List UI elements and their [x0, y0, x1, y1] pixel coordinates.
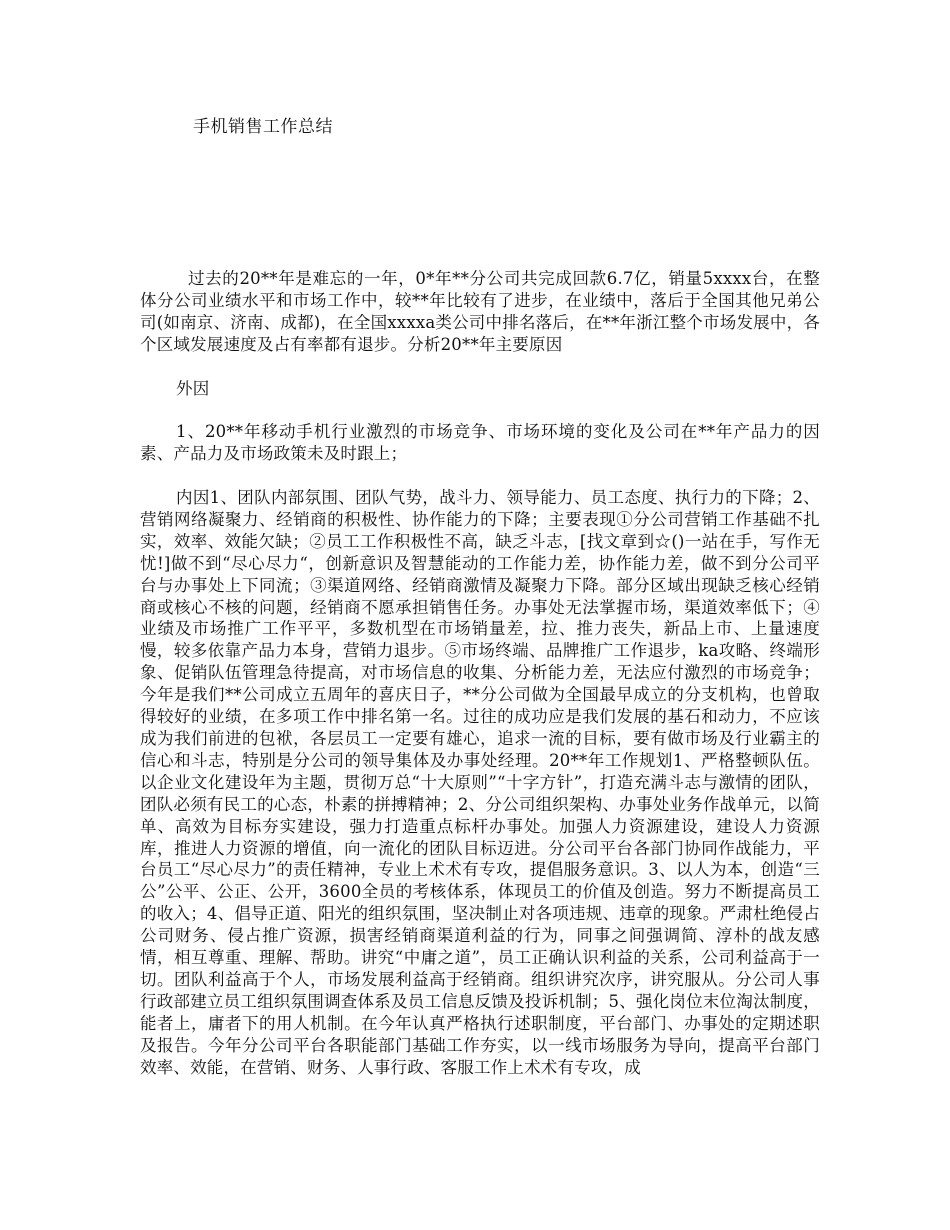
paragraph-spacer: [140, 399, 820, 421]
document-body: [140, 268, 820, 1078]
paragraph-summary: 过去的20**年是难忘的一年，0*年**分公司共完成回款6.7亿，销量5xxxx台，在整体分公司业绩水平和市场工作中，较**年比较有了进步，在业绩中，落后于全国其他兄弟公司(如南京、济南、成都)，在全国xxxxa类公司中排名落后，在**年浙江整个市场发展中，各个区域发展速度及占有率都有退步。分析20**年主要原因: [140, 269, 820, 354]
paragraph-external-factors: 1、20**年移动手机行业激烈的市场竞争、市场环境的变化及公司在**年产品力的因素、产品力及市场政策未及时跟上；: [140, 422, 820, 464]
paragraph-internal-factors-and-plan: 内因1、团队内部氛围、团队气势，战斗力、领导能力、员工态度、执行力的下降；2、营销网络凝聚力、经销商的积极性、协作能力的下降；主要表现①分公司营销工作基础不扎实，效率、效能欠缺；②员工工作积极性不高，缺乏斗志，[找文章到☆()一站在手，写作无忧!]做不到“尽心尽力“，创新意识及智慧能动的工作能力差，协作能力差，做不到分公司平台与办事处上下同流；③渠道网络、经销商激情及凝聚力下降。部分区域出现缺乏核心经销商或核心不核的问题，经销商不愿承担销售任务。办事处无法掌握市场，渠道效率低下；④业绩及市场推广工作平平，多数机型在市场销量差，拉、推力丧失，新品上市、上量速度慢，较多依靠产品力本身，营销力退步。⑤市场终端、品牌推广工作退步，ka攻略、终端形象、促销队伍管理急待提高，对市场信息的收集、分析能力差，无法应付激烈的市场竞争；今年是我们**公司成立五周年的喜庆日子，**分公司做为全国最早成立的分支机构，也曾取得较好的业绩，在多项工作中排名第一名。过往的成功应是我们发展的基石和动力，不应该成为我们前进的包袱，各层员工一定要有雄心，追求一流的目标，要有做市场及行业霸主的信心和斗志，特别是分公司的领导集体及办事处经理。20**年工作规划1、严格整顿队伍。以企业文化建设年为主题，贯彻万总“十大原则”“十字方针”，打造充满斗志与激情的团队，团队必须有民工的心态，朴素的拼搏精神；2、分公司组织架构、办事处业务作战单元，以简单、高效为目标夯实建设，强力打造重点标杆办事处。加强人力资源建设，建设人力资源库，推进人力资源的增值，向一流化的团队目标迈进。分公司平台各部门协同作战能力，平台员工“尽心尽力”的责任精神，专业上术术有专攻，提倡服务意识。3、以人为本，创造“三公”公平、公正、公开，3600全员的考核体系，体现员工的价值及创造。努力不断提高员工的收入；4、倡导正道、阳光的组织氛围，坚决制止对各项违规、违章的现象。严肃杜绝侵占公司财务、侵占推广资源，损害经销商渠道利益的行为，同事之间强调简、淳朴的战友感情，相互尊重、理解、帮助。讲究“中庸之道”，员工正确认识利益的关系，公司利益高于一切。团队利益高于个人，市场发展利益高于经销商。组织讲究次序，讲究服从。分公司人事行政部建立员工组织氛围调查体系及员工信息反馈及投诉机制；5、强化岗位末位淘汰制度，能者上，庸者下的用人机制。在今年认真严格执行述职制度，平台部门、办事处的定期述职及报告。今年分公司平台各职能部门基础工作夯实，以一线市场服务为导向，提高平台部门效率、效能，在营销、财务、人事行政、客服工作上术术有专攻，成: [140, 488, 820, 1077]
paragraph-spacer: [140, 465, 820, 487]
paragraph-spacer: [140, 356, 820, 378]
document-title: 手机销售工作总结: [193, 117, 333, 137]
paragraph-external-heading: 外因: [176, 378, 210, 398]
